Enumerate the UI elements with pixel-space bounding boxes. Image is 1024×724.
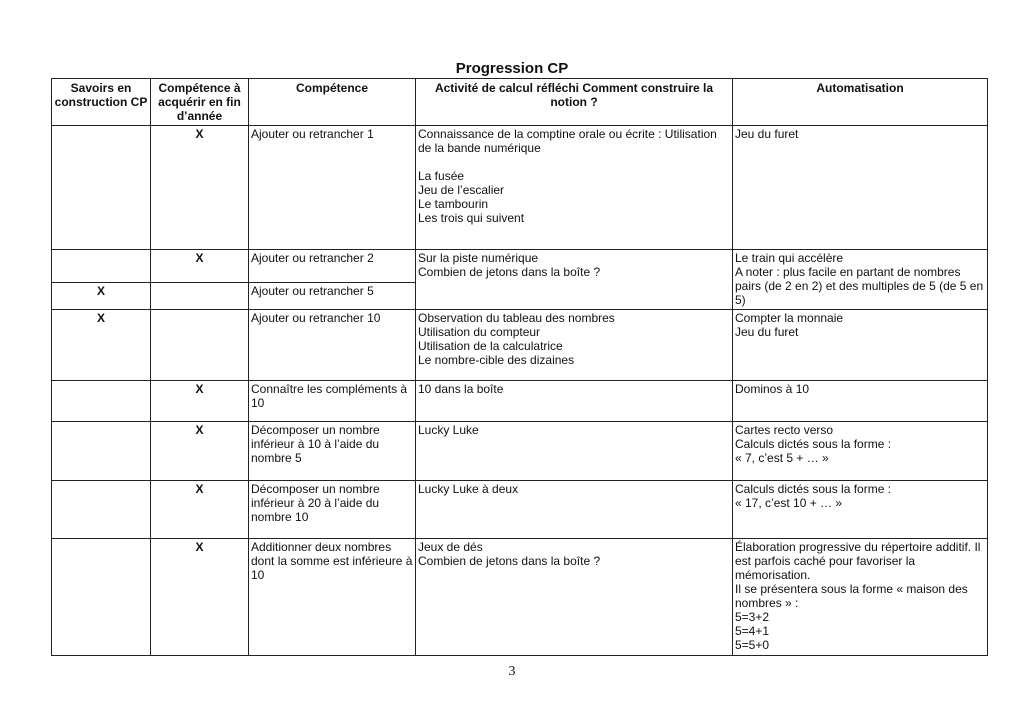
table-row (52, 422, 988, 481)
savoirs-cell (52, 126, 151, 250)
activite-cell: Lucky Luke à deux (416, 481, 733, 539)
automatisation-cell: Élaboration progressive du répertoire additif. Il est parfois caché pour favoriser la mémorisation. Il se présentera sous la forme « maison des nombres » : 5=3+2 5=4+1 5=5+0 (733, 539, 988, 656)
fin-annee-cell (151, 283, 249, 310)
savoirs-cell (52, 422, 151, 481)
automatisation-cell: Calculs dictés sous la forme : « 17, c’est 10 + … » (733, 481, 988, 539)
header-automatisation: Automatisation (733, 79, 988, 126)
fin-annee-cell (151, 310, 249, 381)
activite-cell: Observation du tableau des nombres Utilisation du compteur Utilisation de la calculatrice Le nombre-cible des dizaines (416, 310, 733, 381)
header-savoirs: Savoirs en construction CP (52, 79, 151, 126)
table-row (52, 126, 988, 250)
savoirs-cell: X (52, 310, 151, 381)
fin-annee-cell: X (151, 481, 249, 539)
competence-cell: Ajouter ou retrancher 2 (249, 250, 416, 283)
header-row (52, 79, 988, 126)
fin-annee-cell: X (151, 422, 249, 481)
progression-table (51, 78, 988, 656)
savoirs-cell (52, 481, 151, 539)
competence-cell: Additionner deux nombres dont la somme est inférieure à 10 (249, 539, 416, 656)
page-number: 3 (508, 664, 516, 679)
activite-cell: Jeux de dés Combien de jetons dans la boîte ? (416, 539, 733, 656)
savoirs-cell: X (52, 283, 151, 310)
automatisation-cell: Compter la monnaie Jeu du furet (733, 310, 988, 381)
header-competence: Compétence (249, 79, 416, 126)
activite-cell: 10 dans la boîte (416, 381, 733, 422)
header-fin-annee: Compétence à acquérir en fin d’année (151, 79, 249, 126)
fin-annee-cell: X (151, 381, 249, 422)
table-row (52, 250, 988, 283)
table-row (52, 481, 988, 539)
automatisation-cell: Dominos à 10 (733, 381, 988, 422)
activite-cell: Sur la piste numérique Combien de jetons dans la boîte ? (416, 250, 733, 310)
table-row (52, 539, 988, 656)
competence-cell: Ajouter ou retrancher 1 (249, 126, 416, 250)
competence-cell: Connaître les compléments à 10 (249, 381, 416, 422)
savoirs-cell (52, 539, 151, 656)
fin-annee-cell: X (151, 126, 249, 250)
fin-annee-cell: X (151, 539, 249, 656)
competence-cell: Ajouter ou retrancher 5 (249, 283, 416, 310)
competence-cell: Décomposer un nombre inférieur à 10 à l’aide du nombre 5 (249, 422, 416, 481)
competence-cell: Décomposer un nombre inférieur à 20 à l’aide du nombre 10 (249, 481, 416, 539)
automatisation-cell: Jeu du furet (733, 126, 988, 250)
savoirs-cell (52, 250, 151, 283)
activite-cell: Connaissance de la comptine orale ou écrite : Utilisation de la bande numérique La fusée Jeu de l’escalier Le tambourin Les trois qui suivent (416, 126, 733, 250)
automatisation-cell: Le train qui accélère A noter : plus facile en partant de nombres pairs (de 2 en 2) et des multiples de 5 (de 5 en 5) (733, 250, 988, 310)
competence-cell: Ajouter ou retrancher 10 (249, 310, 416, 381)
activite-cell: Lucky Luke (416, 422, 733, 481)
savoirs-cell (52, 381, 151, 422)
table-row (52, 381, 988, 422)
header-activite: Activité de calcul réfléchi Comment construire la notion ? (416, 79, 733, 126)
table-row (52, 310, 988, 381)
page-title: Progression CP (455, 60, 569, 77)
automatisation-cell: Cartes recto verso Calculs dictés sous la forme : « 7, c’est 5 + … » (733, 422, 988, 481)
fin-annee-cell: X (151, 250, 249, 283)
